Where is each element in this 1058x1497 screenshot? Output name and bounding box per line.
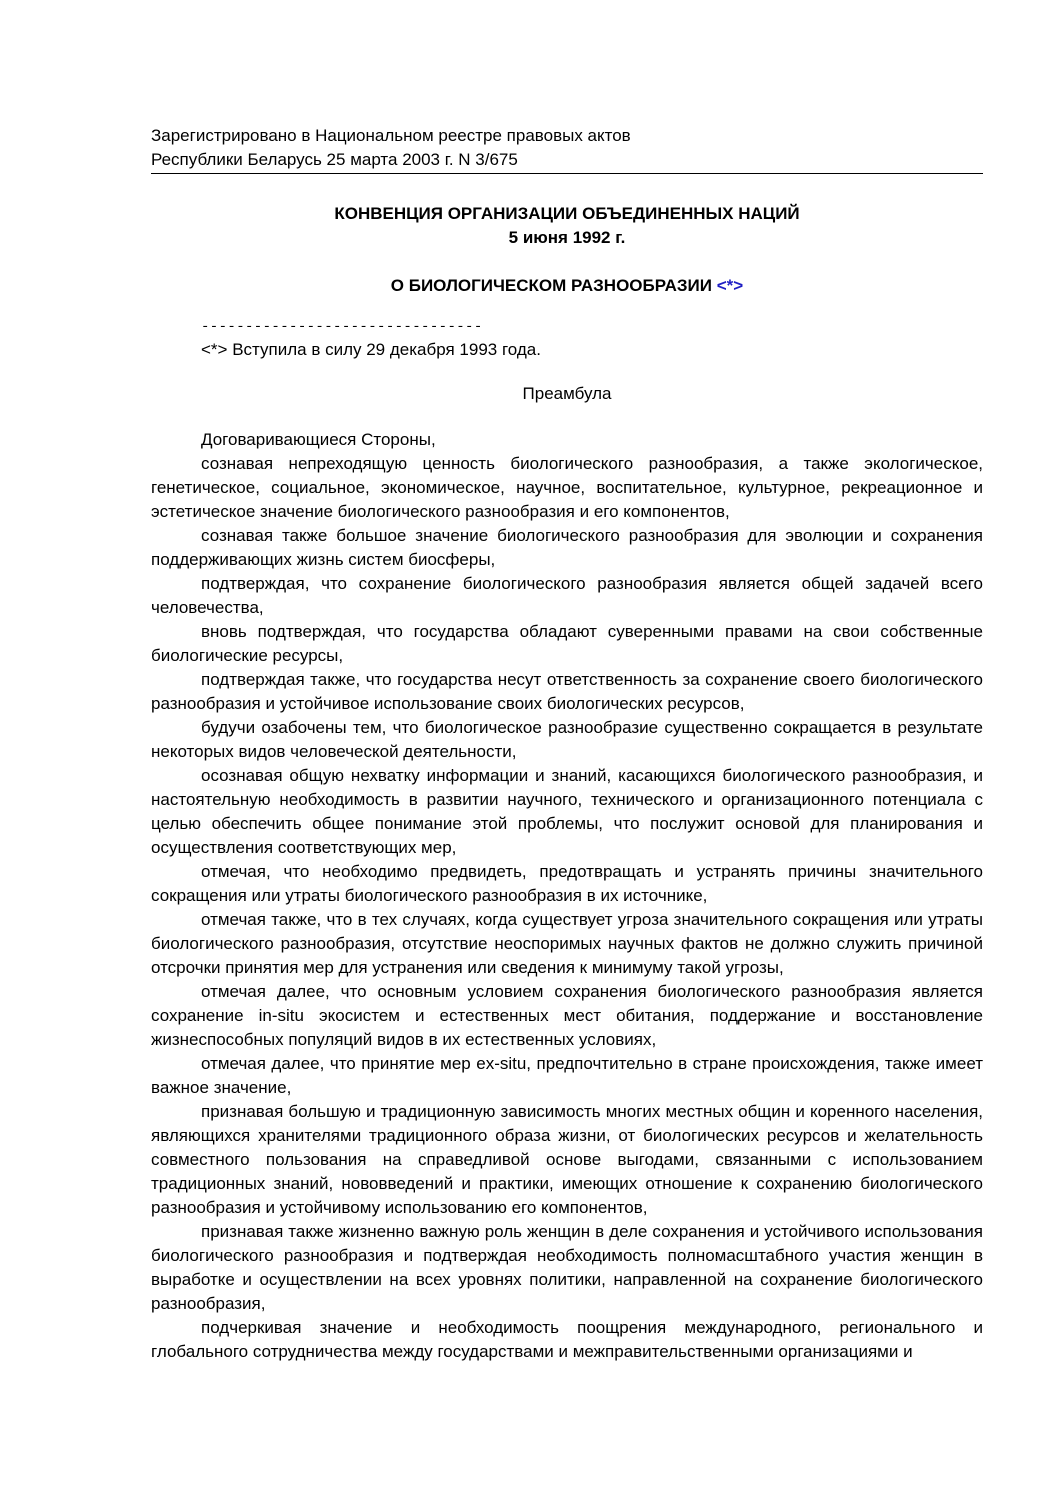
footnote bbox=[201, 338, 983, 362]
registration-line-2: Республики Беларусь 25 марта 2003 г. N 3/675 bbox=[151, 150, 518, 169]
preamble-paragraph: подтверждая, что сохранение биологического разнообразия является общей задачей всего человечества, bbox=[151, 574, 983, 617]
preamble-paragraph: осознавая общую нехватку информации и знаний, касающихся биологического разнообразия, и настоятельную необходимость в развитии научного, технического и организационного потенциала с целью обеспечить общее понимание этой проблемы, что послужит основой для планирования и осуществления соответствующих мер, bbox=[151, 766, 983, 857]
preamble-title: Преамбула bbox=[522, 384, 612, 403]
document-title: КОНВЕНЦИЯ ОРГАНИЗАЦИИ ОБЪЕДИНЕННЫХ НАЦИЙ bbox=[334, 204, 800, 223]
document-heading bbox=[151, 202, 983, 250]
preamble-paragraph: отмечая далее, что основным условием сохранения биологического разнообразия является сохранение in-situ экосистем и естественных мест обитания, поддержание и восстановление жизнеспособных популяций видов в их естественных условиях, bbox=[151, 982, 983, 1049]
preamble-paragraph: подчеркивая значение и необходимость поощрения международного, регионального и глобального сотрудничества между государствами и межправительственными организациями и bbox=[151, 1318, 983, 1361]
footnote-text: Вступила в силу 29 декабря 1993 года. bbox=[232, 340, 541, 359]
preamble-paragraph: отмечая далее, что принятие мер ex-situ, предпочтительно в стране происхождения, также имеет важное значение, bbox=[151, 1054, 983, 1097]
registration-line-1: Зарегистрировано в Национальном реестре правовых актов bbox=[151, 126, 631, 145]
preamble-paragraph: отмечая, что необходимо предвидеть, предотвращать и устранять причины значительного сокращения или утраты биологического разнообразия в их источнике, bbox=[151, 862, 983, 905]
preamble-paragraph: признавая также жизненно важную роль женщин в деле сохранения и устойчивого использования биологического разнообразия и подтверждая необходимость полномасштабного участия женщин в выработке и осуществлении на всех уровнях политики, направленной на сохранение биологического разнообразия, bbox=[151, 1222, 983, 1313]
registration-notice bbox=[151, 124, 983, 174]
preamble-body bbox=[151, 452, 983, 1364]
preamble-paragraph: отмечая также, что в тех случаях, когда существует угроза значительного сокращения или утраты биологического разнообразия, отсутствие неоспоримых научных фактов не должно служить причиной отсрочки принятия мер для устранения или сведения к минимуму такой угрозы, bbox=[151, 910, 983, 977]
document-page bbox=[151, 124, 983, 1364]
preamble-paragraph: будучи озабочены тем, что биологическое разнообразие существенно сокращается в результате некоторых видов человеческой деятельности, bbox=[151, 718, 983, 761]
preamble-paragraph: сознавая также большое значение биологического разнообразия для эволюции и сохранения поддерживающих жизнь систем биосферы, bbox=[151, 526, 983, 569]
footnote-marker: <*> bbox=[201, 340, 228, 359]
document-subject bbox=[151, 274, 983, 298]
preamble-paragraph: вновь подтверждая, что государства обладают суверенными правами на свои собственные биологические ресурсы, bbox=[151, 622, 983, 665]
footnote-ref-link[interactable]: <*> bbox=[716, 276, 744, 295]
footnote-separator: -------------------------------- bbox=[201, 319, 483, 335]
preamble-paragraph: признавая большую и традиционную зависимость многих местных общин и коренного населения, являющихся хранителями традиционного образа жизни, от биологических ресурсов и желательность совместного пользования на справедливой основе выгодами, связанными с использованием традиционных знаний, нововведений и практики, имеющих отношение к сохранению биологического разнообразия и устойчивому использованию его компонентов, bbox=[151, 1102, 983, 1217]
preamble-paragraph: сознавая непреходящую ценность биологического разнообразия, а также экологическое, генетическое, социальное, экономическое, научное, воспитательное, культурное, рекреационное и эстетическое значение биологического разнообразия и его компонентов, bbox=[151, 454, 983, 521]
document-date: 5 июня 1992 г. bbox=[508, 228, 626, 247]
preamble-parties: Договаривающиеся Стороны, bbox=[201, 430, 436, 449]
preamble-paragraph: подтверждая также, что государства несут ответственность за сохранение своего биологического разнообразия и устойчивое использование своих биологических ресурсов, bbox=[151, 670, 983, 713]
subject-text: О БИОЛОГИЧЕСКОМ РАЗНООБРАЗИИ bbox=[390, 276, 712, 295]
